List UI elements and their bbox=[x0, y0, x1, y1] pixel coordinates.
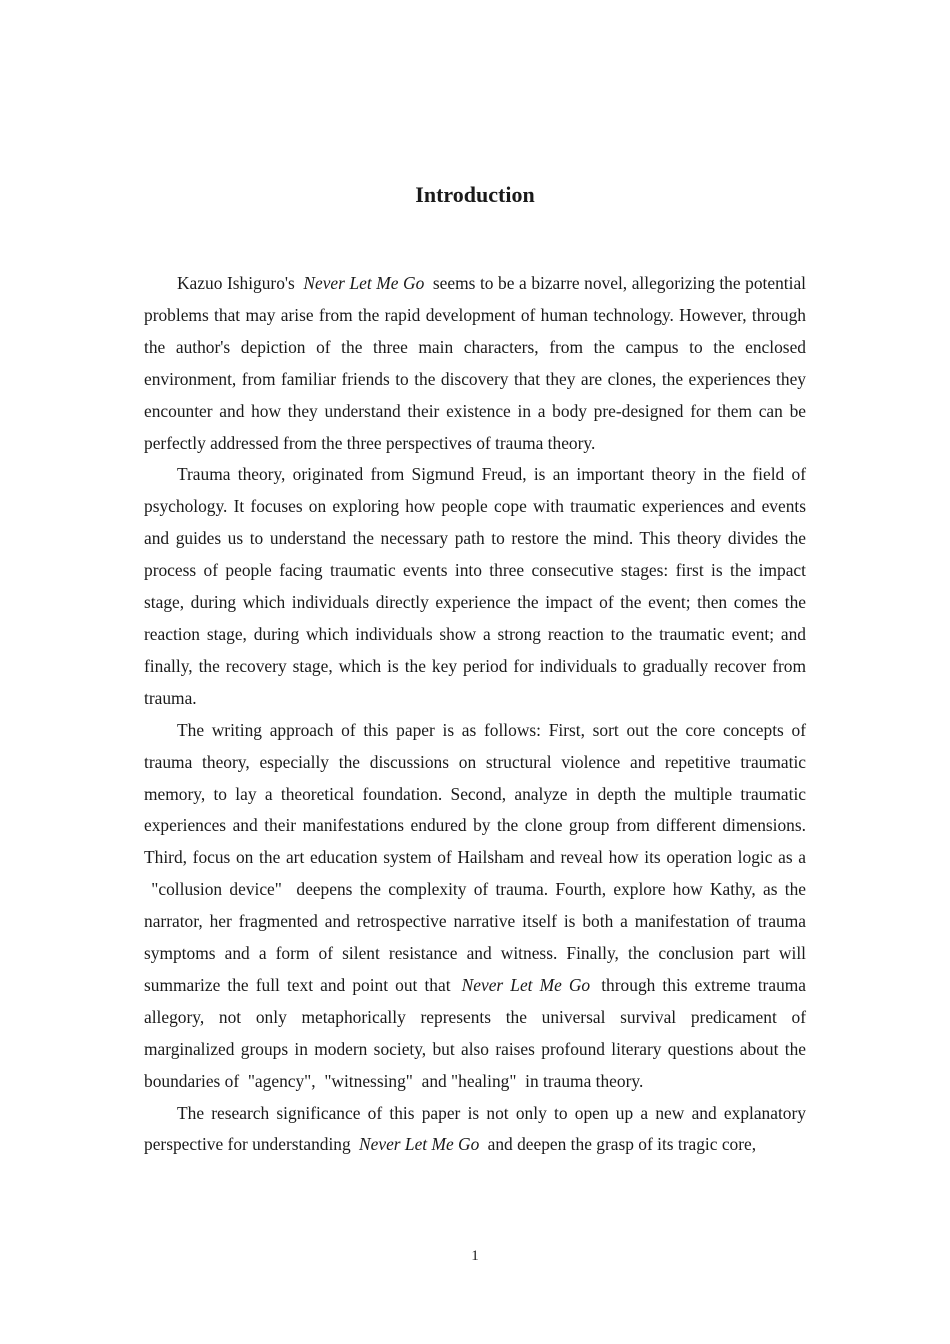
paragraph-4 bbox=[144, 1098, 806, 1162]
body-text bbox=[144, 268, 806, 1161]
book-title: Never Let Me Go bbox=[303, 273, 425, 293]
paragraph-2 bbox=[144, 459, 806, 714]
paragraph-3 bbox=[144, 715, 806, 1098]
paragraph-text: Trauma theory, originated from Sigmund Freud, is an important theory in the field of psychology. It focuses on exploring how people cope with traumatic experiences and events and guides us to understand the necessary path to restore the mind. This theory divides the process of people facing traumatic events into three consecutive stages: first is the impact stage, during which individuals directly experience the impact of the event; then comes the reaction stage, during which individuals show a strong reaction to the traumatic event; and finally, the recovery stage, which is the key period for individuals to gradually recover from trauma. bbox=[144, 464, 806, 708]
paragraph-text: The research significance of this paper is not only to open up a new and explanatory perspective for understanding bbox=[144, 1102, 806, 1155]
page-number: 1 bbox=[471, 1248, 479, 1264]
paragraph-text: through this extreme trauma allegory, not only metaphorically represents the universal survival predicament of marginalized groups in modern society, but also raises profound literary questions about the boundaries of "agency", "witnessing" and "healing" in trauma theory. bbox=[144, 974, 807, 1091]
paragraph-text: and deepen the grasp of its tragic core, bbox=[483, 1134, 757, 1155]
page-title: Introduction bbox=[415, 182, 535, 207]
book-title: Never Let Me Go bbox=[461, 974, 591, 995]
book-title: Never Let Me Go bbox=[359, 1134, 480, 1155]
paragraph-1 bbox=[144, 268, 806, 459]
paragraph-text: Kazuo Ishiguro's bbox=[177, 273, 300, 293]
paragraph-text: The writing approach of this paper is as follows: First, sort out the core concepts of trauma theory, especially the discussions on structural violence and repetitive traumatic memory, to lay a theoretical foundation. Second, analyze in depth the multiple traumatic experiences and their manifestations endured by the clone group from different dimensions. Third, focus on the art education system of Hailsham and reveal how its operation logic as a "collusion device" deepens the complexity of trauma. Fourth, explore how Kathy, as the narrator, her fragmented and retrospective narrative itself is both a manifestation of trauma symptoms and a form of silent resistance and witness. Finally, the conclusion part will summarize the full text and point out that bbox=[144, 719, 806, 995]
paragraph-text: seems to be a bizarre novel, allegorizing the potential problems that may arise from the rapid development of human technology. However, through the author's depiction of the three main characters, from the campus to the enclosed environment, from familiar friends to the discovery that they are clones, the experiences they encounter and how they understand their existence in a body pre-designed for them can be perfectly addressed from the three perspectives of trauma theory. bbox=[144, 273, 806, 453]
